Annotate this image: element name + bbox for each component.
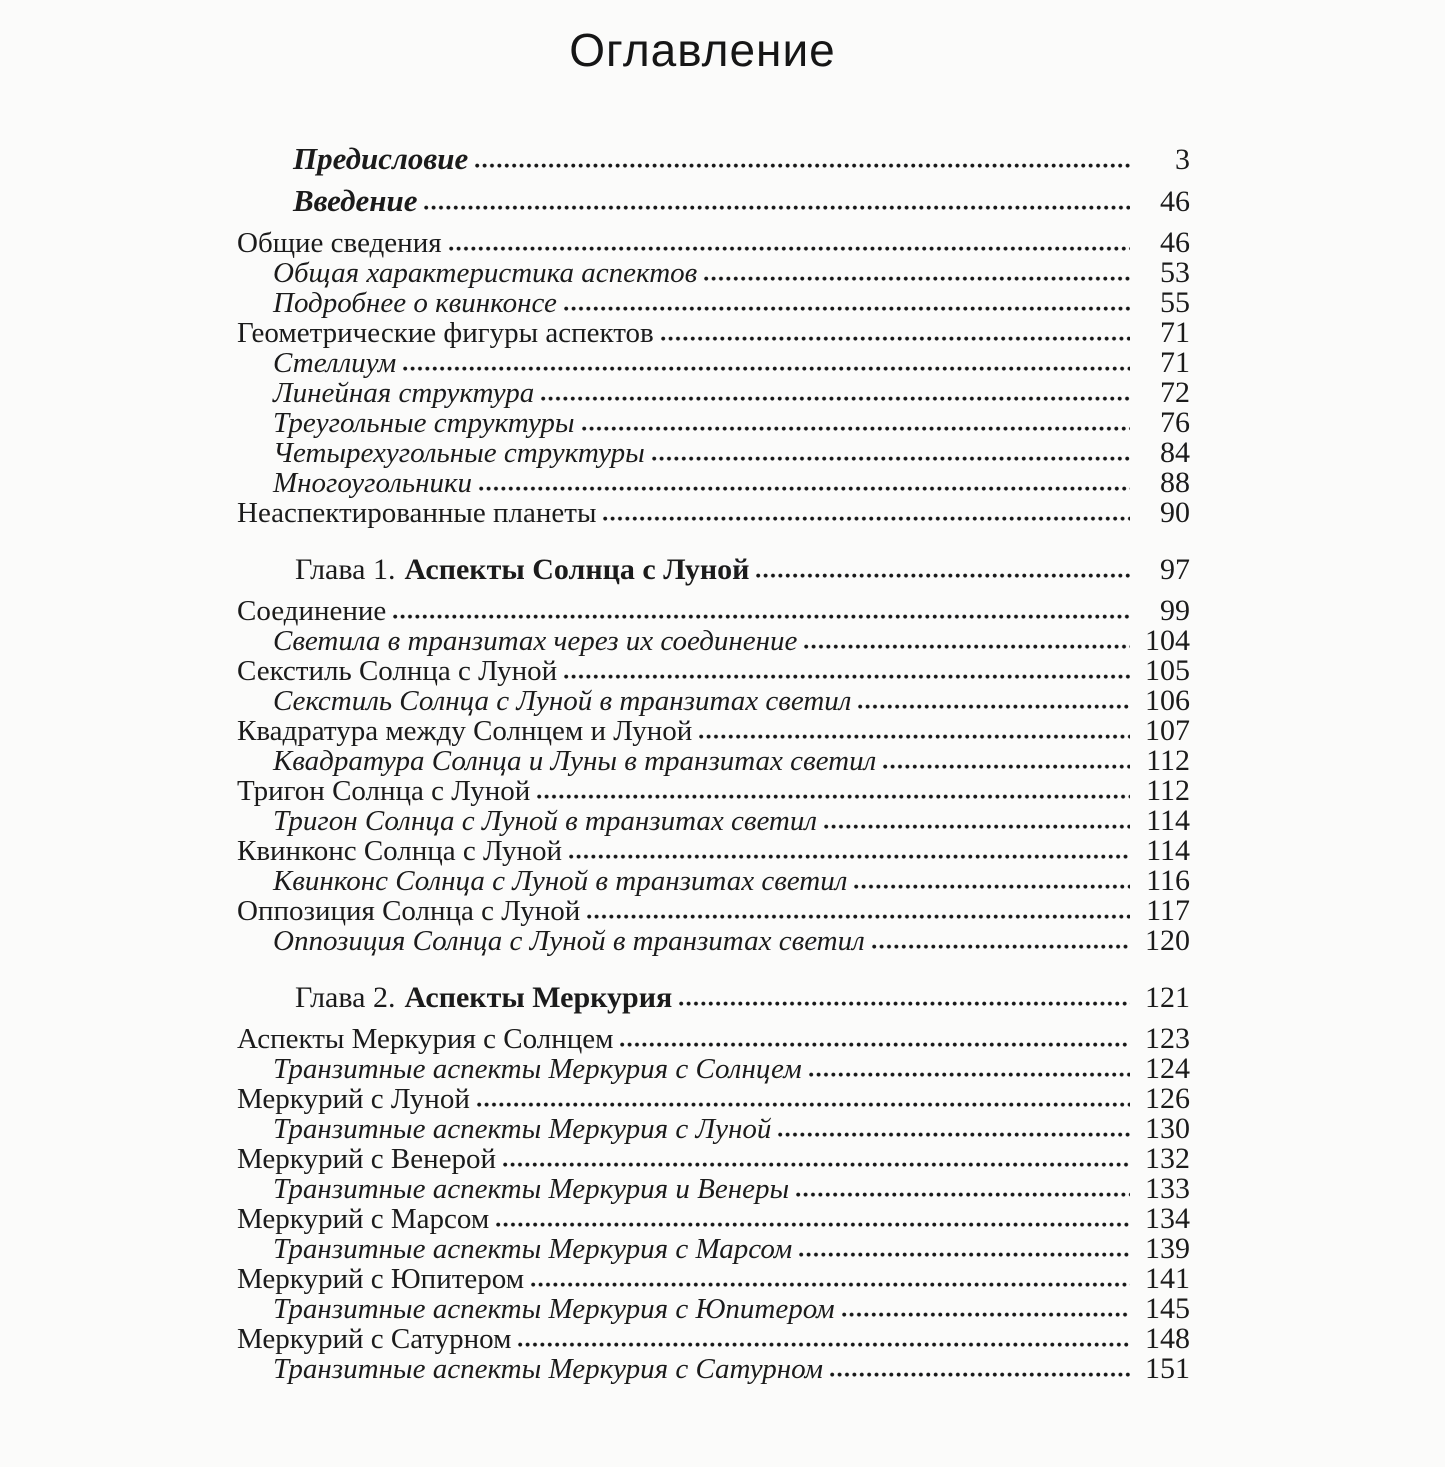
dot-leader (804, 644, 1130, 649)
toc-entry (237, 228, 1190, 258)
toc-entry-page: 105 (1145, 654, 1190, 687)
toc-entry-page: 121 (1145, 981, 1190, 1014)
dot-leader (424, 205, 1130, 210)
dot-leader (449, 246, 1130, 251)
toc-entry-page: 76 (1160, 406, 1190, 439)
toc-entry-page: 72 (1160, 376, 1190, 409)
toc-entry-label: Оппозиция Солнца с Луной в транзитах светил (273, 925, 865, 957)
toc-entry-label: Многоугольники (273, 467, 473, 499)
dot-leader (531, 1282, 1130, 1287)
toc-entry (295, 555, 1190, 585)
toc-entry (237, 596, 1190, 626)
toc-entry-label: Общие сведения (237, 227, 442, 259)
dot-leader (518, 1342, 1130, 1347)
toc-entry-page: 132 (1145, 1142, 1190, 1175)
toc-entry-page: 139 (1145, 1232, 1190, 1265)
chapter-prefix: Глава 2. (295, 981, 396, 1014)
toc-entry (273, 1054, 1190, 1084)
dot-leader (620, 1042, 1130, 1047)
toc-entry (293, 141, 1190, 176)
book-toc-page (0, 22, 1445, 1467)
toc-entry-page: 3 (1175, 143, 1190, 176)
toc-entry-page: 112 (1146, 774, 1190, 807)
toc-entry-label: Светила в транзитах через их соединение (273, 625, 798, 657)
toc-entry (237, 656, 1190, 686)
dot-leader (842, 1312, 1130, 1317)
toc-entry (273, 1114, 1190, 1144)
dot-leader (475, 163, 1130, 168)
chapter-title: Аспекты Меркурия (404, 981, 673, 1014)
toc-entry-label: Транзитные аспекты Меркурия с Сатурном (273, 1353, 824, 1385)
toc-entry (273, 408, 1190, 438)
toc-entry-page: 71 (1160, 346, 1190, 379)
toc-entry-label: Общая характеристика аспектов (273, 257, 698, 289)
toc-entry-label: Тригон Солнца с Луной в транзитах светил (273, 805, 818, 837)
toc-entry-page: 124 (1145, 1052, 1190, 1085)
toc-entry-page: 104 (1145, 624, 1190, 657)
dot-leader (587, 914, 1130, 919)
toc-entry-page: 151 (1145, 1352, 1190, 1385)
toc-entry (273, 378, 1190, 408)
toc-entry (273, 288, 1190, 318)
dot-leader (652, 456, 1130, 461)
dot-leader (809, 1072, 1130, 1077)
toc-entry-page: 97 (1160, 553, 1190, 586)
dot-leader (569, 854, 1130, 859)
dot-leader (537, 794, 1130, 799)
toc-entry (273, 806, 1190, 836)
toc-entry-label: Транзитные аспекты Меркурия с Марсом (273, 1233, 793, 1265)
chapter-prefix: Глава 1. (295, 553, 396, 586)
toc-entry-label: Геометрические фигуры аспектов (237, 317, 654, 349)
toc-entry-label: Введение (293, 183, 418, 218)
toc-entry-label: Меркурий с Юпитером (237, 1263, 525, 1295)
toc-entry-label: Тригон Солнца с Луной (237, 775, 531, 807)
dot-leader (854, 884, 1130, 889)
dot-leader (403, 366, 1130, 371)
toc-entry (237, 1024, 1190, 1054)
toc-entry-page: 46 (1160, 185, 1190, 218)
toc-entry-page: 90 (1160, 496, 1190, 529)
dot-leader (496, 1222, 1130, 1227)
toc-entry (237, 1264, 1190, 1294)
toc-entry-label: Аспекты Меркурия с Солнцем (237, 1023, 614, 1055)
dot-leader (679, 1001, 1130, 1006)
toc-entry-page: 114 (1146, 804, 1190, 837)
dot-leader (872, 944, 1130, 949)
toc-entry (237, 776, 1190, 806)
toc-entry-page: 145 (1145, 1292, 1190, 1325)
toc-entry-page: 148 (1145, 1322, 1190, 1355)
dot-leader (858, 704, 1130, 709)
toc-entry (237, 716, 1190, 746)
toc-entry (273, 1354, 1190, 1384)
toc-entry (273, 1234, 1190, 1264)
toc-entry-page: 133 (1145, 1172, 1190, 1205)
dot-leader (799, 1252, 1130, 1257)
toc-entry (273, 626, 1190, 656)
toc-entry-page: 116 (1146, 864, 1190, 897)
toc-entry (237, 836, 1190, 866)
toc-entry (293, 183, 1190, 218)
toc-entry-page: 126 (1145, 1082, 1190, 1115)
toc-entry-label: Стеллиум (273, 347, 397, 379)
toc-entry-page: 120 (1145, 924, 1190, 957)
toc-entry (273, 866, 1190, 896)
dot-leader (477, 1102, 1130, 1107)
toc-list (237, 141, 1190, 1385)
toc-entry-label: Секстиль Солнца с Луной (237, 655, 558, 687)
toc-entry-label: Подробнее о квинконсе (273, 287, 557, 319)
toc-entry-label: Четырехугольные структуры (273, 437, 645, 469)
toc-entry-label: Треугольные структуры (273, 407, 575, 439)
toc-entry-label: Предисловие (293, 141, 469, 176)
toc-entry-page: 114 (1146, 834, 1190, 867)
toc-entry-label: Транзитные аспекты Меркурия с Луной (273, 1113, 772, 1145)
toc-entry-label: Секстиль Солнца с Луной в транзитах светил (273, 685, 852, 717)
toc-entry (273, 258, 1190, 288)
toc-entry-page: 141 (1145, 1262, 1190, 1295)
toc-entry-label: Квадратура Солнца и Луны в транзитах светил (273, 745, 877, 777)
toc-entry-label: Меркурий с Венерой (237, 1143, 496, 1175)
toc-entry-label: Линейная структура (273, 377, 535, 409)
toc-entry (273, 348, 1190, 378)
dot-leader (756, 573, 1130, 578)
toc-entry (273, 468, 1190, 498)
dot-leader (564, 306, 1130, 311)
toc-entry-page: 84 (1160, 436, 1190, 469)
dot-leader (503, 1162, 1130, 1167)
dot-leader (699, 734, 1130, 739)
toc-entry-label: Меркурий с Луной (237, 1083, 470, 1115)
dot-leader (704, 276, 1130, 281)
toc-entry (237, 1084, 1190, 1114)
toc-entry-label (295, 555, 749, 585)
toc-entry-label: Оппозиция Солнца с Луной (237, 895, 581, 927)
toc-entry-page: 53 (1160, 256, 1190, 289)
toc-entry (273, 686, 1190, 716)
toc-entry (295, 983, 1190, 1013)
page-title: Оглавление (569, 24, 836, 76)
toc-entry-label: Квинконс Солнца с Луной в транзитах светил (273, 865, 848, 897)
toc-entry-page: 134 (1145, 1202, 1190, 1235)
dot-leader (479, 486, 1130, 491)
toc-entry-label: Меркурий с Марсом (237, 1203, 490, 1235)
toc-entry-label: Транзитные аспекты Меркурия с Юпитером (273, 1293, 835, 1325)
toc-entry-page: 130 (1145, 1112, 1190, 1145)
toc-entry-label: Соединение (237, 595, 387, 627)
toc-entry (237, 1324, 1190, 1354)
toc-entry-page: 107 (1145, 714, 1190, 747)
toc-entry-label (295, 983, 672, 1013)
toc-entry (273, 1174, 1190, 1204)
toc-entry (237, 1204, 1190, 1234)
dot-leader (564, 674, 1130, 679)
dot-leader (603, 516, 1130, 521)
dot-leader (582, 426, 1130, 431)
dot-leader (393, 614, 1130, 619)
toc-entry-page: 71 (1160, 316, 1190, 349)
toc-entry (237, 498, 1190, 528)
toc-entry-label: Транзитные аспекты Меркурия с Солнцем (273, 1053, 802, 1085)
toc-entry-page: 99 (1160, 594, 1190, 627)
dot-leader (661, 336, 1130, 341)
dot-leader (796, 1192, 1130, 1197)
toc-entry (237, 1144, 1190, 1174)
dot-leader (883, 764, 1130, 769)
toc-entry-label: Неаспектированные планеты (237, 497, 597, 529)
toc-entry-label: Квинконс Солнца с Луной (237, 835, 563, 867)
toc-entry-page: 123 (1145, 1022, 1190, 1055)
toc-entry (273, 746, 1190, 776)
toc-entry-label: Транзитные аспекты Меркурия и Венеры (273, 1173, 790, 1205)
chapter-title: Аспекты Солнца с Луной (404, 553, 750, 586)
dot-leader (824, 824, 1130, 829)
dot-leader (830, 1372, 1130, 1377)
toc-entry (237, 318, 1190, 348)
toc-entry-page: 55 (1160, 286, 1190, 319)
dot-leader (541, 396, 1130, 401)
toc-entry-page: 112 (1146, 744, 1190, 777)
toc-entry-page: 46 (1160, 226, 1190, 259)
toc-entry (237, 896, 1190, 926)
dot-leader (778, 1132, 1130, 1137)
toc-entry (273, 1294, 1190, 1324)
toc-entry-label: Квадратура между Солнцем и Луной (237, 715, 693, 747)
toc-entry (273, 926, 1190, 956)
toc-entry-page: 117 (1146, 894, 1190, 927)
toc-entry-label: Меркурий с Сатурном (237, 1323, 512, 1355)
toc-entry (273, 438, 1190, 468)
toc-entry-page: 106 (1145, 684, 1190, 717)
toc-entry-page: 88 (1160, 466, 1190, 499)
